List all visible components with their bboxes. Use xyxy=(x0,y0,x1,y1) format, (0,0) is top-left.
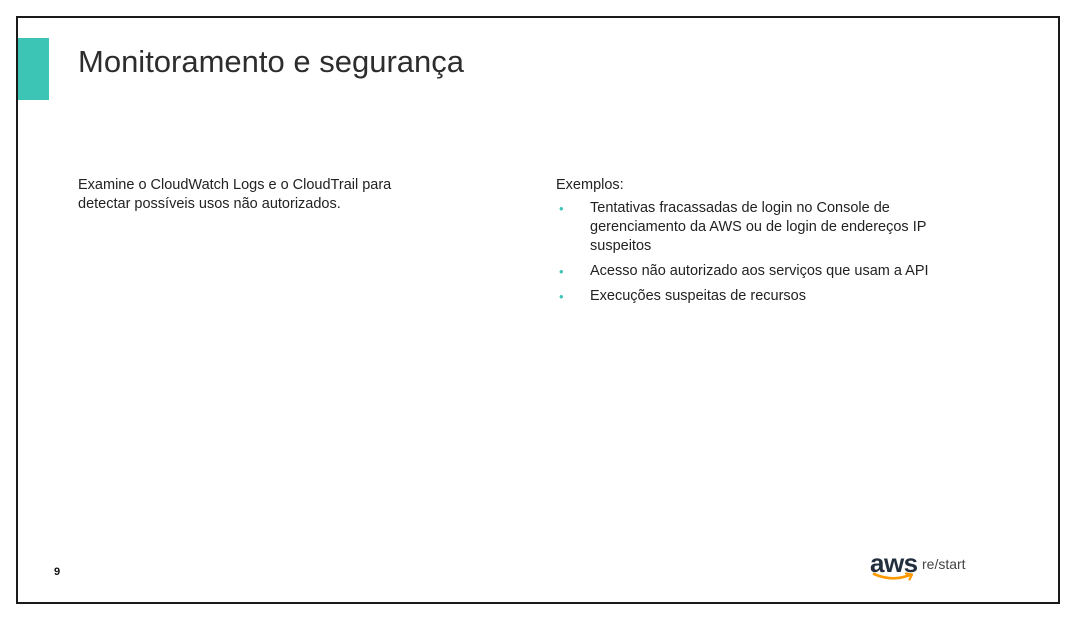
slide-title: Monitoramento e segurança xyxy=(78,44,465,79)
aws-smile-icon xyxy=(872,572,916,582)
aws-restart-logo xyxy=(870,548,1020,588)
bullet-icon: • xyxy=(559,264,564,279)
bullet-icon: • xyxy=(559,289,564,304)
examples-list xyxy=(556,199,976,306)
page-number: 9 xyxy=(54,566,61,578)
slide xyxy=(16,16,1060,604)
list-item-text: Tentativas fracassadas de login no Console de gerenciamento da AWS ou de login de endereços IP suspeitos xyxy=(590,200,927,254)
list-item xyxy=(556,199,970,256)
list-item xyxy=(556,287,970,306)
logo-brand: aws xyxy=(870,548,918,578)
examples-heading: Exemplos: xyxy=(556,177,624,193)
bullet-icon: • xyxy=(559,201,564,216)
list-item-text: Acesso não autorizado aos serviços que usam a API xyxy=(590,263,929,279)
left-body-text: Examine o CloudWatch Logs e o CloudTrail para detectar possíveis usos não autorizados. xyxy=(78,177,392,212)
list-item xyxy=(556,262,976,281)
title-accent-bar xyxy=(18,38,49,100)
list-item-text: Execuções suspeitas de recursos xyxy=(590,288,806,304)
examples-column xyxy=(556,176,976,312)
logo-product: re/start xyxy=(922,556,966,572)
